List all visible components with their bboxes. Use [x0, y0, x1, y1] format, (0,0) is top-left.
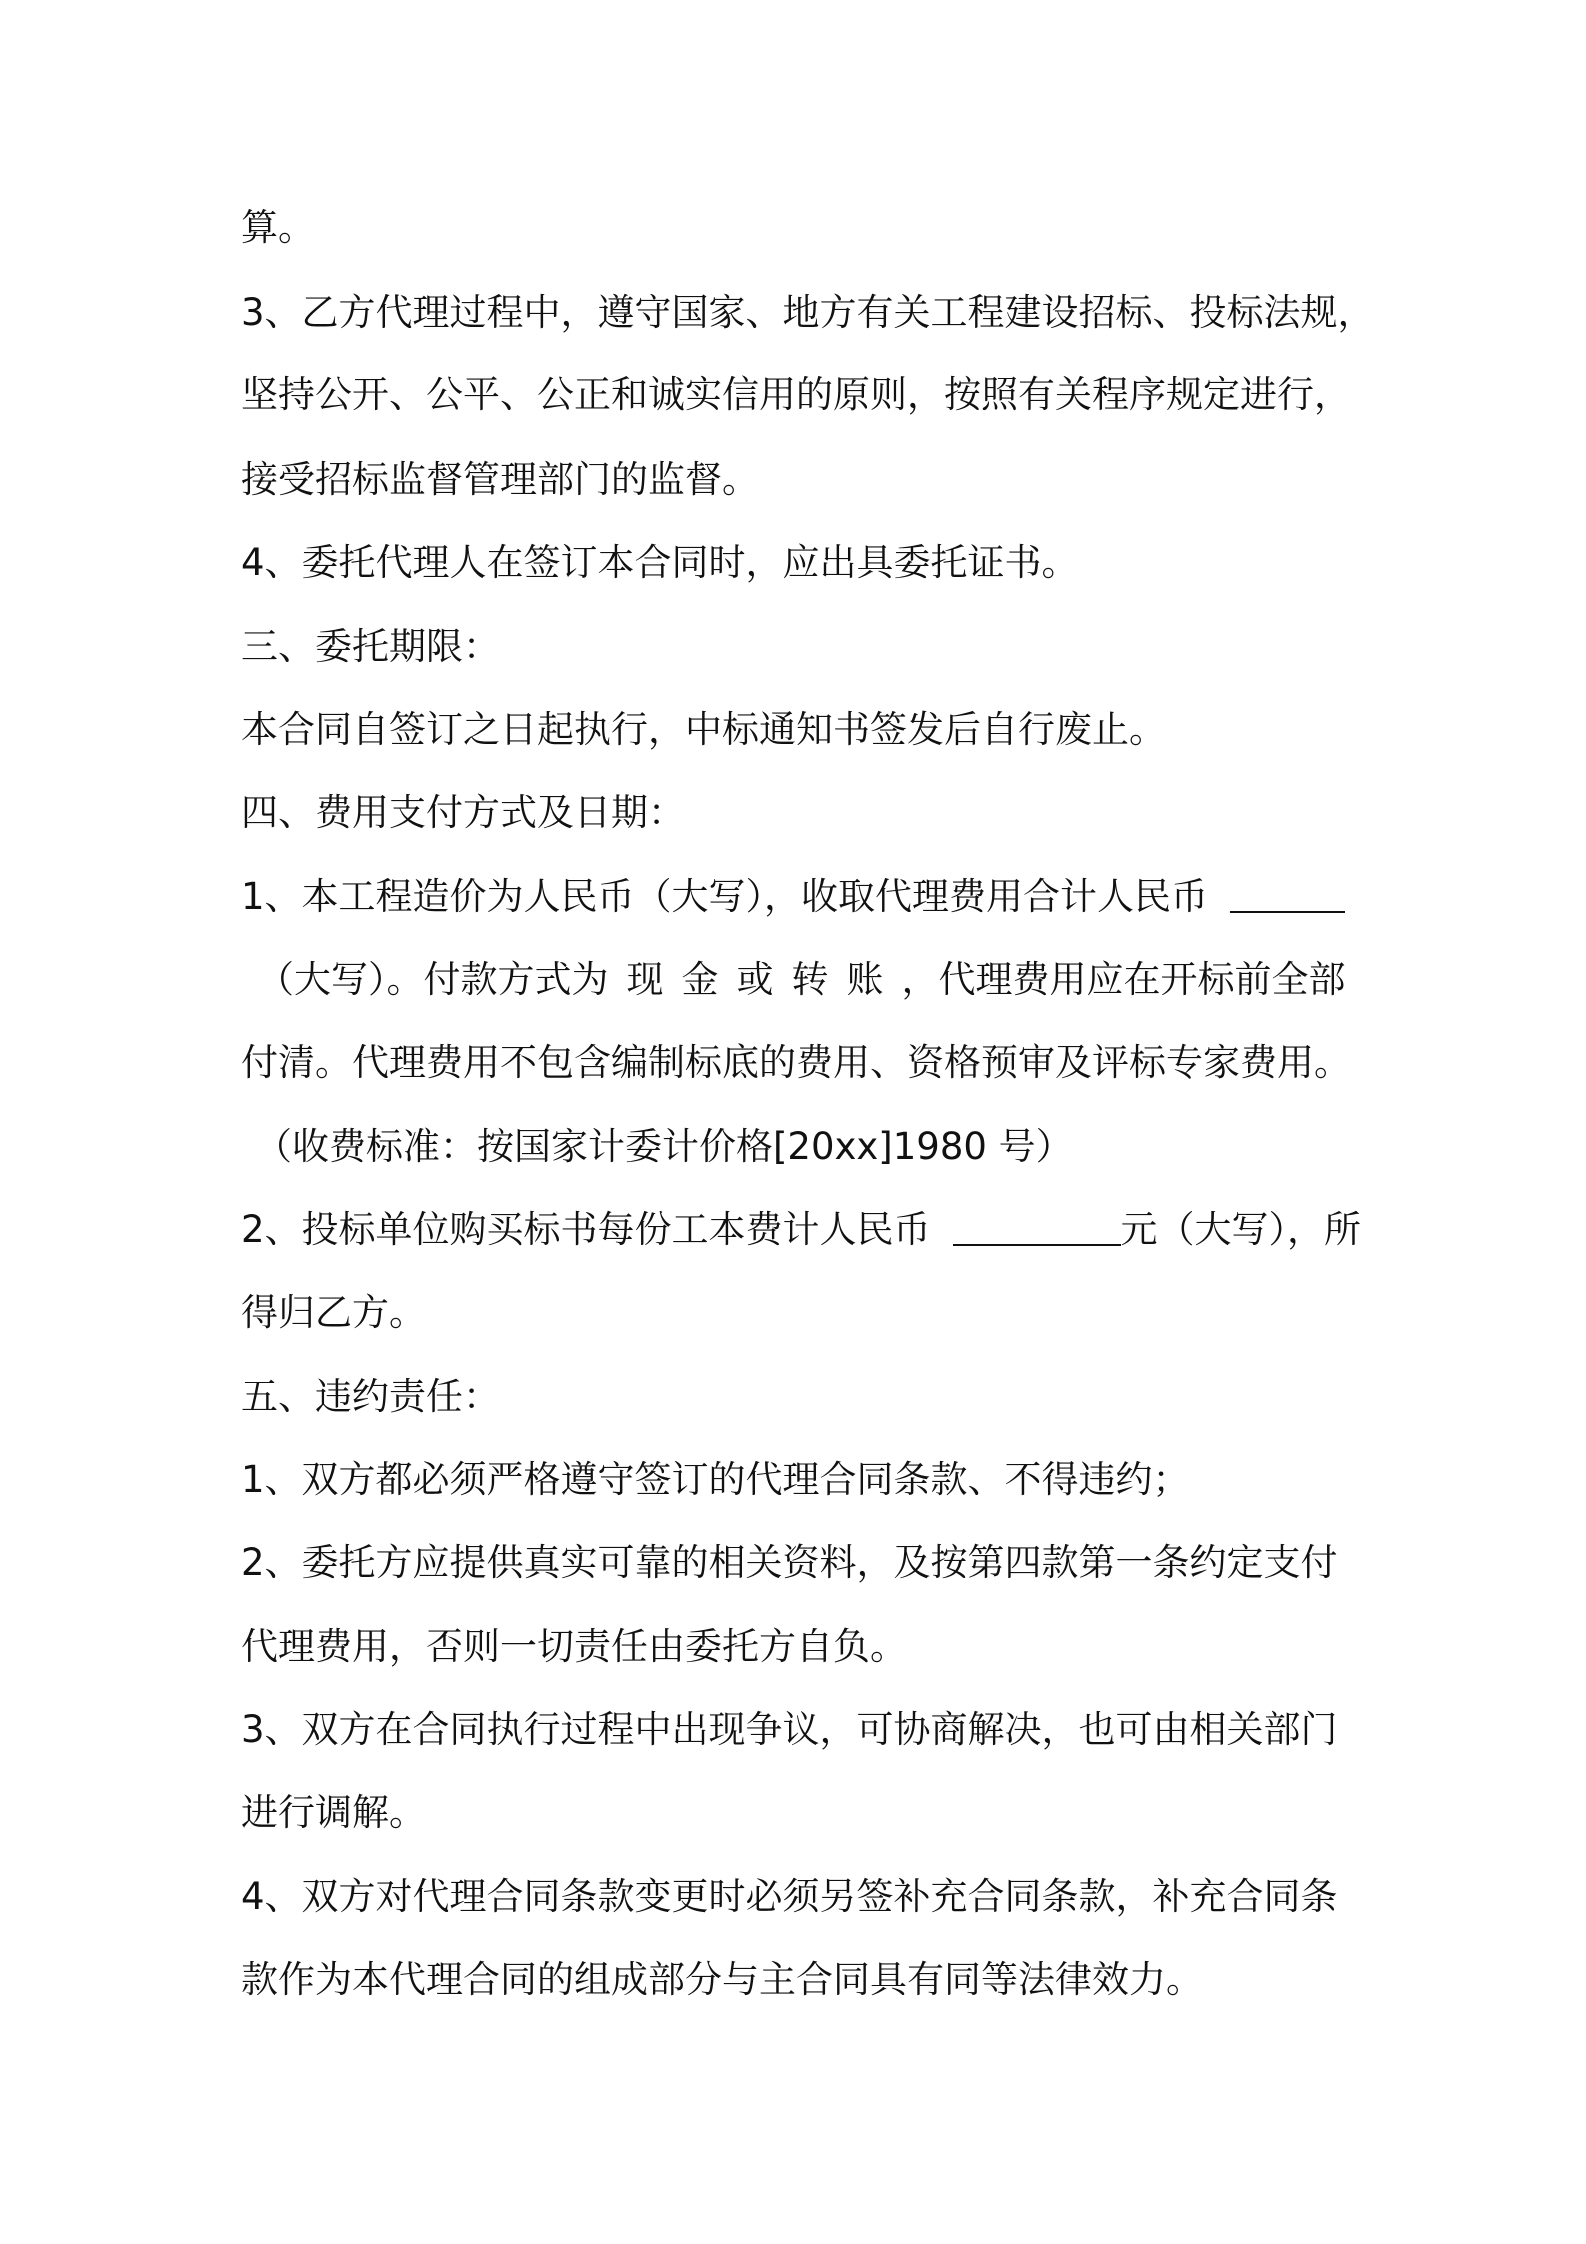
bid-fee-prefix: 2、投标单位购买标书每份工本费计人民币	[241, 1208, 931, 1251]
section-heading: 三、委托期限：	[241, 625, 500, 668]
text-line: 4、双方对代理合同条款变更时必须另签补充合同条款，补充合同条	[241, 1875, 1338, 1918]
payment-suffix: ，代理费用应在开标前全部	[901, 958, 1346, 1001]
text-line: 坚持公开、公平、公正和诚实信用的原则，按照有关程序规定进行，	[241, 373, 1351, 416]
payment-method: 现金或转账	[626, 958, 902, 1001]
text-line: 接受招标监督管理部门的监督。	[241, 458, 759, 501]
payment-prefix: （大写）。付款方式为	[257, 958, 609, 1001]
fee-total-line	[241, 872, 1345, 922]
bid-fee-suffix: 元（大写），所	[1120, 1208, 1362, 1251]
text-line: 3、双方在合同执行过程中出现争议，可协商解决，也可由相关部门	[241, 1708, 1338, 1751]
text-line: 得归乙方。	[241, 1291, 426, 1334]
text-line: 本合同自签订之日起执行，中标通知书签发后自行废止。	[241, 708, 1166, 751]
fee-total-blank	[1230, 877, 1345, 913]
text-line: 进行调解。	[241, 1791, 426, 1834]
bid-document-fee-line	[241, 1205, 1361, 1255]
bid-fee-blank	[953, 1210, 1121, 1246]
payment-method-line	[257, 955, 1346, 1005]
text-line: 代理费用，否则一切责任由委托方自负。	[241, 1625, 907, 1668]
section-heading: 五、违约责任：	[241, 1375, 500, 1418]
text-line: 1、双方都必须严格遵守签订的代理合同条款、不得违约；	[241, 1458, 1190, 1501]
fee-standard-note: （收费标准：按国家计委计价格[20xx]1980 号）	[255, 1125, 1073, 1168]
text-line: 2、委托方应提供真实可靠的相关资料，及按第四款第一条约定支付	[241, 1541, 1338, 1584]
text-line: 4、委托代理人在签订本合同时，应出具委托证书。	[241, 541, 1079, 584]
section-heading: 四、费用支付方式及日期：	[241, 791, 685, 834]
text-line: 款作为本代理合同的组成部分与主合同具有同等法律效力。	[241, 1958, 1203, 2001]
text-line: 付清。代理费用不包含编制标底的费用、资格预审及评标专家费用。	[241, 1041, 1351, 1084]
fee-total-text: 1、本工程造价为人民币（大写），收取代理费用合计人民币	[241, 875, 1209, 918]
text-line: 算。	[241, 206, 315, 249]
text-line: 3、乙方代理过程中，遵守国家、地方有关工程建设招标、投标法规，	[241, 291, 1375, 334]
